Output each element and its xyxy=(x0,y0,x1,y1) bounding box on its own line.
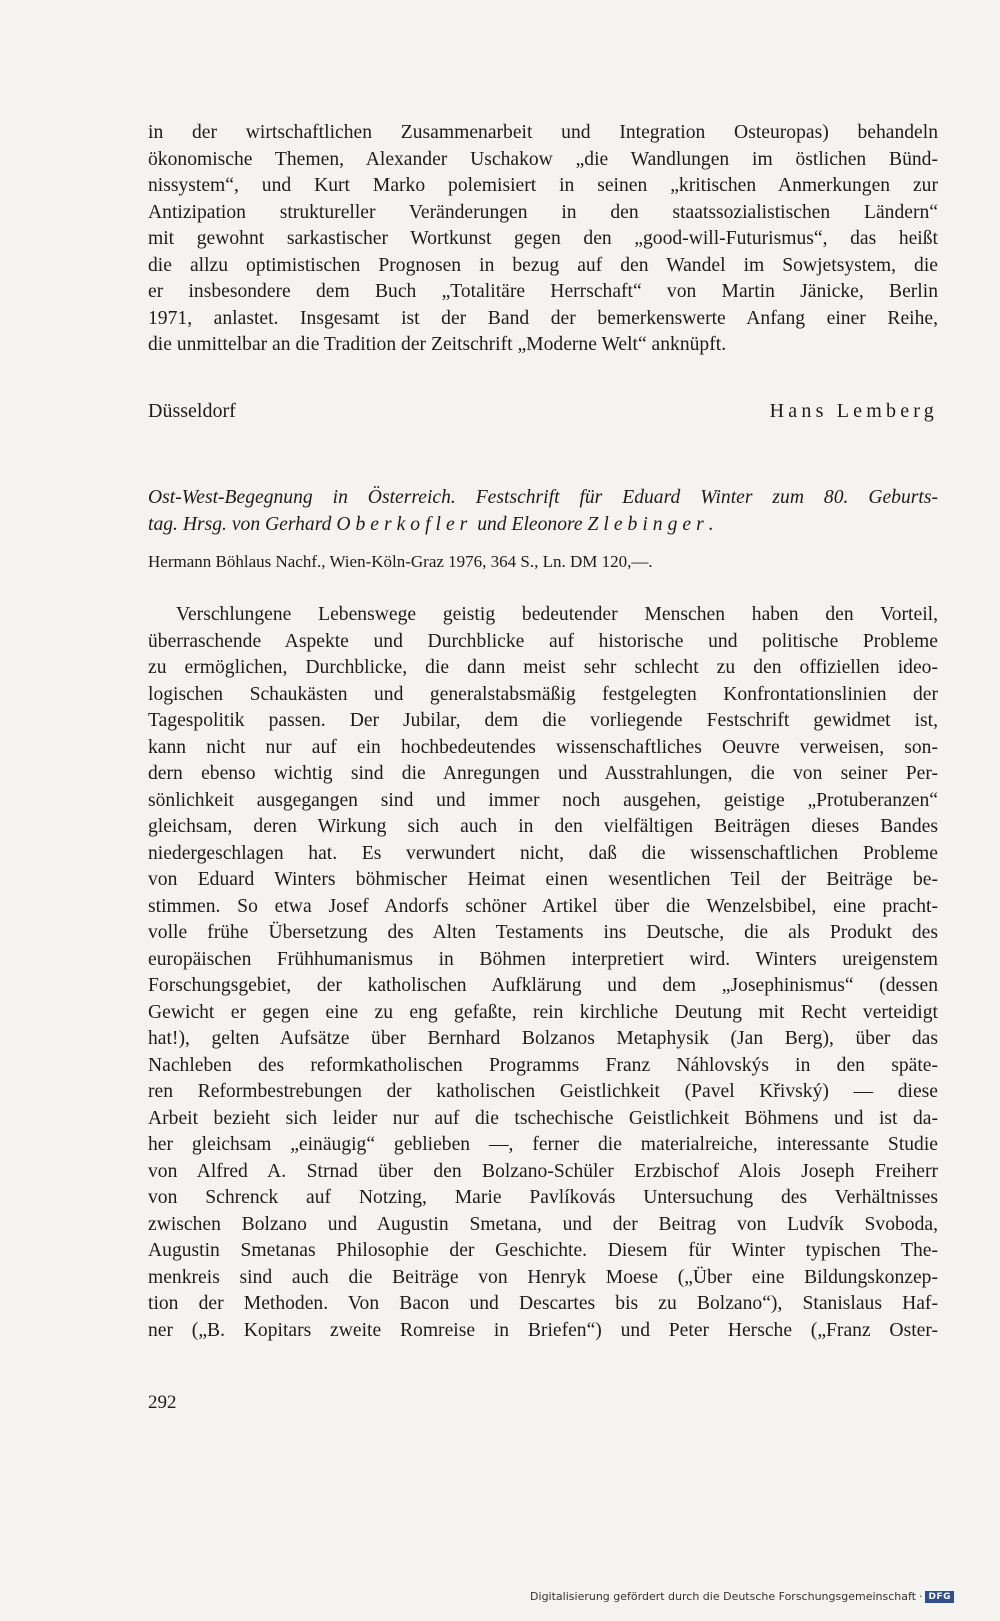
signature-place: Düsseldorf xyxy=(148,400,236,422)
book-citation xyxy=(148,484,938,538)
text-line: Antizipation struktureller Veränderungen in den staatssozialistischen Ländern“ xyxy=(148,201,938,223)
publisher-info: Hermann Böhlaus Nachf., Wien-Köln-Graz 1976, 364 S., Ln. DM 120,—. xyxy=(148,552,653,571)
text-line: menkreis sind auch die Beiträge von Henryk Moese („Über eine Bildungskonzep- xyxy=(148,1266,938,1288)
citation-title-line: Ost-West-Begegnung in Österreich. Festschrift für Eduard Winter zum 80. Geburts- xyxy=(148,487,938,508)
text-line: sönlichkeit ausgegangen sind und immer noch ausgehen, geistige „Protuberanzen“ xyxy=(148,789,938,811)
text-line: nissystem“, und Kurt Marko polemisiert in seinen „kritischen Anmerkungen zur xyxy=(148,175,938,196)
citation-text: . xyxy=(708,514,714,535)
editor-name: Oberkofler xyxy=(336,514,473,535)
text-line: hat!), gelten Aufsätze über Bernhard Bolzanos Metaphysik (Jan Berg), über das xyxy=(148,1028,938,1049)
text-line: europäischen Frühhumanismus in Böhmen interpretiert wird. Winters ureigenstem xyxy=(148,948,938,970)
text-line: Verschlungene Lebenswege geistig bedeutender Menschen haben den Vorteil, xyxy=(176,604,938,625)
text-line: ökonomische Themen, Alexander Uschakow „die Wandlungen im östlichen Bünd- xyxy=(148,148,938,170)
citation-text: und Eleonore xyxy=(472,514,588,535)
review-body xyxy=(148,602,938,1344)
text-line: von Schrenck auf Notzing, Marie Pavlíkovás Untersuchung des Verhältnisses xyxy=(148,1187,938,1208)
text-line: die unmittelbar an die Tradition der Zeitschrift „Moderne Welt“ anknüpft. xyxy=(148,334,727,355)
text-line: Gewicht er gegen eine zu eng gefaßte, rein kirchliche Deutung mit Recht verteidigt xyxy=(148,1001,938,1023)
text-line: zwischen Bolzano und Augustin Smetana, und der Beitrag von Ludvík Svoboda, xyxy=(148,1213,938,1235)
text-line: zu ermöglichen, Durchblicke, die dann meist sehr schlecht zu den offiziellen ideo- xyxy=(148,657,938,678)
text-line: von Eduard Winters böhmischer Heimat einen wesentlichen Teil der Beiträge be- xyxy=(148,869,938,890)
text-line: logischen Schaukästen und generalstabsmäßig festgelegten Konfrontationslinien der xyxy=(148,683,938,705)
dfg-logo: DFG xyxy=(925,1591,954,1603)
footer-text: Digitalisierung gefördert durch die Deutsche Forschungsgemeinschaft xyxy=(530,1590,916,1603)
text-line: Tagespolitik passen. Der Jubilar, dem die vorliegende Festschrift gewidmet ist, xyxy=(148,710,938,731)
text-line: 1971, anlastet. Insgesamt ist der Band der bemerkenswerte Anfang einer Reihe, xyxy=(148,307,938,329)
text-line: niedergeschlagen hat. Es verwundert nicht, daß die wissenschaftlichen Probleme xyxy=(148,842,938,864)
text-line: ren Reformbestrebungen der katholischen Geistlichkeit (Pavel Křivský) — diese xyxy=(148,1081,938,1102)
text-line: her gleichsam „einäugig“ geblieben —, ferner die materialreiche, interessante Studie xyxy=(148,1134,938,1155)
review-signature xyxy=(148,400,938,428)
text-line: dern ebenso wichtig sind die Anregungen und Ausstrahlungen, die von seiner Per- xyxy=(148,763,938,784)
text-line: Forschungsgebiet, der katholischen Aufklärung und dem „Josephinismus“ (dessen xyxy=(148,975,938,996)
text-line: stimmen. So etwa Josef Andorfs schöner Artikel über die Wenzelsbibel, eine pracht- xyxy=(148,895,938,917)
text-line: gleichsam, deren Wirkung sich auch in den vielfältigen Beiträgen dieses Bandes xyxy=(148,816,938,837)
page-number: 292 xyxy=(148,1392,177,1413)
text-line: überraschende Aspekte und Durchblicke auf historische und politische Probleme xyxy=(148,630,938,652)
citation-text: tag. Hrsg. von Gerhard xyxy=(148,514,337,535)
text-line: kann nicht nur auf ein hochbedeutendes wissenschaftliches Oeuvre verweisen, son- xyxy=(148,736,938,758)
text-line: Arbeit bezieht sich leider nur auf die tschechische Geistlichkeit Böhmens und ist da- xyxy=(148,1107,938,1129)
text-line: Nachleben des reformkatholischen Programms Franz Náhlovskýs in den späte- xyxy=(148,1054,938,1076)
text-line: von Alfred A. Strnad über den Bolzano-Schüler Erzbischof Alois Joseph Freiherr xyxy=(148,1160,938,1182)
text-line: Augustin Smetanas Philosophie der Geschichte. Diesem für Winter typischen The- xyxy=(148,1240,938,1261)
text-line: mit gewohnt sarkastischer Wortkunst gegen den „good-will-Futurismus“, das heißt xyxy=(148,228,938,249)
citation-editors-line xyxy=(148,511,938,538)
reviewer-name: Hans Lemberg xyxy=(769,400,938,422)
top-paragraph xyxy=(148,120,938,359)
footer-separator: · xyxy=(918,1590,923,1603)
text-line: tion der Methoden. Von Bacon und Descartes bis zu Bolzano“), Stanislaus Haf- xyxy=(148,1293,938,1314)
text-line: er insbesondere dem Buch „Totalitäre Herrschaft“ von Martin Jänicke, Berlin xyxy=(148,281,938,302)
text-line: in der wirtschaftlichen Zusammenarbeit und Integration Osteuropas) behandeln xyxy=(148,122,938,143)
text-line: die allzu optimistischen Prognosen in bezug auf den Wandel im Sowjetsystem, die xyxy=(148,254,938,276)
digitization-footer xyxy=(530,1590,954,1603)
text-line: volle frühe Übersetzung des Alten Testaments ins Deutsche, die als Produkt des xyxy=(148,922,938,943)
text-line: ner („B. Kopitars zweite Romreise in Briefen“) und Peter Hersche („Franz Oster- xyxy=(148,1319,938,1341)
editor-name: Zlebinger xyxy=(587,514,709,535)
